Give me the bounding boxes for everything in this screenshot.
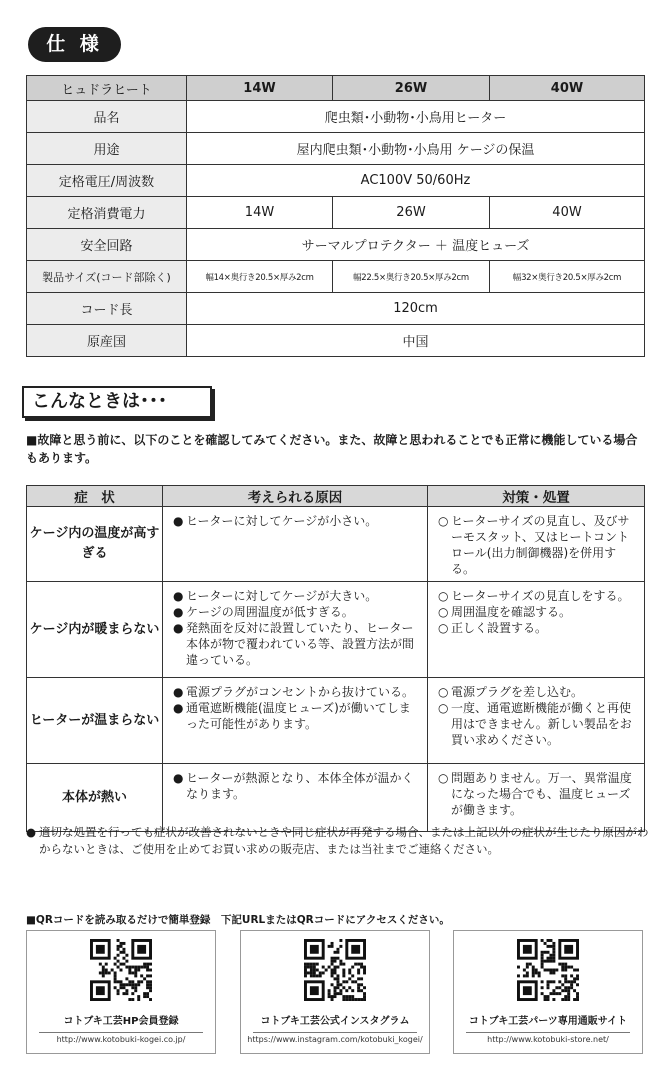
cause-item: ● ヒーターに対してケージが大きい。 [173,589,378,603]
spec-value: 屋内爬虫類･小動物･小鳥用 ケージの保温 [187,133,645,165]
cause-item: ● 発熱面を反対に設置していたり、ヒーター本体が物で覆われている等、設置方法が間違っている。 [173,621,415,667]
trouble-symptom: ケージ内が暖まらない [27,582,163,678]
bullet-filled-icon: ● [173,589,184,603]
qr-url-link[interactable]: https://www.instagram.com/kotobuki_kogei/ [247,1035,423,1044]
trouble-fixes [428,764,645,832]
fix-item: ○ 正しく設置する。 [438,621,548,635]
spec-value: 120cm [187,293,645,325]
note-text: 適切な処置を行っても症状が改善されないときや同じ症状が再発する場合、または上記以外の症状が生じたり原因がわからないときは、ご使用を止めてお買い求めの販売店、または当社までご連絡ください。 [39,825,649,856]
bullet-filled-icon: ● [173,514,184,528]
cause-item: ● ケージの周囲温度が低すぎる。 [173,605,354,619]
spec-header-26w: 26W [333,76,490,101]
spec-row-cord [27,293,645,325]
bullet-filled-icon: ● [173,621,184,635]
trouble-header-row [27,486,645,507]
trouble-causes [163,678,428,764]
bullet-hollow-icon: ○ [438,771,449,785]
spec-label: 定格電圧/周波数 [27,165,187,197]
qr-url-link[interactable]: http://www.kotobuki-kogei.co.jp/ [56,1035,186,1044]
spec-value: 幅14×奥行き20.5×厚み2cm [187,261,333,293]
trouble-header-cause: 考えられる原因 [163,486,428,507]
trouble-row [27,507,645,582]
bullet-filled-icon: ● [173,701,184,715]
spec-value: 26W [333,197,490,229]
spec-row-name [27,101,645,133]
qr-code-icon[interactable] [304,939,366,1001]
qr-card-store[interactable] [453,930,643,1054]
spec-row-safety [27,229,645,261]
spec-title: 仕 様 [28,27,121,62]
qr-label: コトブキ工芸HP会員登録 [39,1011,203,1033]
bullet-hollow-icon: ○ [438,685,449,699]
bullet-filled-icon: ● [173,771,184,785]
trouble-symptom: 本体が熱い [27,764,163,832]
trouble-fixes [428,678,645,764]
bullet-hollow-icon: ○ [438,605,449,619]
spec-label: コード長 [27,293,187,325]
bullet-hollow-icon: ○ [438,701,449,715]
spec-header-row [27,76,645,101]
qr-code-icon[interactable] [90,939,152,1001]
trouble-title: こんなときは･･･ [22,386,212,418]
spec-label: 用途 [27,133,187,165]
spec-row-size [27,261,645,293]
qr-heading: ■QRコードを読み取るだけで簡単登録 下記URLまたはQRコードにアクセスください。 [26,914,450,926]
spec-value: 幅22.5×奥行き20.5×厚み2cm [333,261,490,293]
qr-label: コトブキ工芸公式インスタグラム [253,1011,417,1033]
spec-table [26,75,645,357]
trouble-row [27,764,645,832]
trouble-symptom: ヒーターが温まらない [27,678,163,764]
spec-label: 定格消費電力 [27,197,187,229]
trouble-table [26,485,645,832]
bullet-hollow-icon: ○ [438,589,449,603]
fix-item: ○ ヒーターサイズの見直しをする。 [438,589,630,603]
spec-label: 製品サイズ(コード部除く) [27,261,187,293]
cause-item: ● ヒーターに対してケージが小さい。 [173,514,378,528]
trouble-fixes [428,507,645,582]
spec-row-origin [27,325,645,357]
cause-item: ● ヒーターが熱源となり、本体全体が温かくなります。 [173,771,414,801]
cause-item: ● 電源プラグがコンセントから抜けている。 [173,685,415,699]
trouble-causes [163,764,428,832]
spec-value: 14W [187,197,333,229]
trouble-intro: ■故障と思う前に、以下のことを確認してみてください。また、故障と思われることでも正常に機能している場合もあります。 [26,433,638,465]
qr-card-instagram[interactable] [240,930,430,1054]
spec-value: 中国 [187,325,645,357]
spec-header-14w: 14W [187,76,333,101]
spec-row-power [27,197,645,229]
cause-item: ● 通電遮断機能(温度ヒューズ)が働いてしまった可能性があります。 [173,701,411,731]
fix-item: ○ 問題ありません。万一、異常温度になった場合でも、温度ヒューズが働きます。 [438,771,632,817]
trouble-symptom: ケージ内の温度が高すぎる [27,507,163,582]
qr-label: コトブキ工芸パーツ専用通販サイト [466,1011,630,1033]
trouble-fixes [428,582,645,678]
spec-label: 品名 [27,101,187,133]
fix-item: ○ 周囲温度を確認する。 [438,605,572,619]
spec-row-voltage [27,165,645,197]
qr-url-link[interactable]: http://www.kotobuki-store.net/ [487,1035,609,1044]
bullet-filled-icon: ● [173,605,184,619]
trouble-row [27,582,645,678]
qr-code-icon[interactable] [517,939,579,1001]
spec-header-product: ヒュドラヒート [27,76,187,101]
spec-value: 40W [490,197,645,229]
spec-value: 幅32×奥行き20.5×厚み2cm [490,261,645,293]
trouble-note [26,824,651,858]
fix-item: ○ 電源プラグを差し込む。 [438,685,584,699]
bullet-hollow-icon: ○ [438,621,449,635]
spec-label: 原産国 [27,325,187,357]
spec-row-use [27,133,645,165]
trouble-causes [163,507,428,582]
fix-item: ○ ヒーターサイズの見直し、及びサーモスタット、又はヒートコントロール(出力制御機器)を併用する。 [438,514,630,576]
spec-value: AC100V 50/60Hz [187,165,645,197]
qr-card-member[interactable] [26,930,216,1054]
trouble-row [27,678,645,764]
trouble-header-fix: 対策・処置 [428,486,645,507]
trouble-causes [163,582,428,678]
bullet-hollow-icon: ○ [438,514,449,528]
bullet-filled-icon: ● [26,825,37,839]
spec-label: 安全回路 [27,229,187,261]
fix-item: ○ 一度、通電遮断機能が働くと再使用はできません。新しい製品をお買い求めください。 [438,701,632,747]
spec-value: サーマルプロテクター ＋ 温度ヒューズ [187,229,645,261]
spec-header-40w: 40W [490,76,645,101]
spec-value: 爬虫類･小動物･小鳥用ヒーター [187,101,645,133]
trouble-header-symptom: 症 状 [27,486,163,507]
bullet-filled-icon: ● [173,685,184,699]
